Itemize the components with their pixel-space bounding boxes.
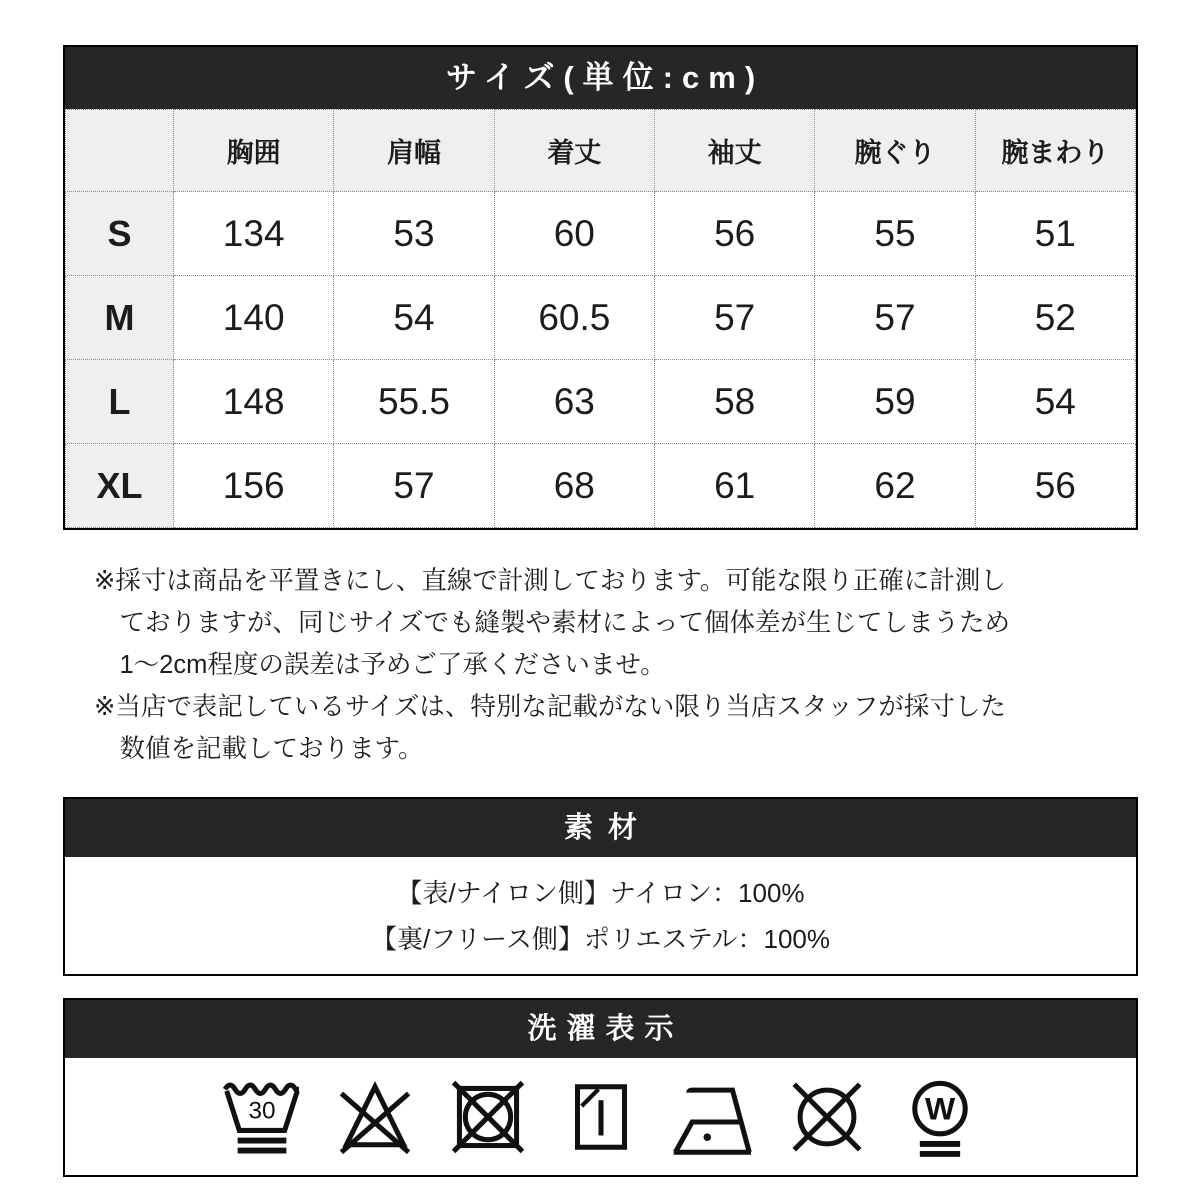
size-label: XL	[66, 444, 174, 528]
wet-clean-label: W	[924, 1090, 955, 1127]
size-cell: 57	[334, 444, 494, 528]
size-table-header-row	[66, 110, 1136, 192]
column-header-sleeve: 袖丈	[654, 110, 814, 192]
material-line-outer: 【表/ナイロン側】ナイロン：100%	[396, 877, 805, 908]
size-row-xl	[66, 444, 1136, 528]
size-cell: 56	[975, 444, 1135, 528]
size-cell: 60	[494, 192, 654, 276]
do-not-dry-clean-icon	[785, 1075, 869, 1159]
material-line-lining: 【裏/フリース側】ポリエステル：100%	[370, 923, 831, 954]
size-label: L	[66, 360, 174, 444]
size-cell: 61	[654, 444, 814, 528]
size-cell: 51	[975, 192, 1135, 276]
size-row-s	[66, 192, 1136, 276]
size-cell: 57	[654, 276, 814, 360]
size-chart-title: サイズ(単位:cm)	[65, 47, 1136, 109]
care-label-title: 洗濯表示	[65, 1000, 1136, 1058]
note-measurement-method: ※採寸は商品を平置きにし、直線で計測しております。可能な限り正確に計測しておりますが、同じサイズでも縫製や素材によって個体差が生じてしまうため1〜2cm程度の誤差は予めご了承くださいませ。	[94, 567, 1010, 679]
size-cell: 148	[174, 360, 334, 444]
size-cell: 134	[174, 192, 334, 276]
size-cell: 63	[494, 360, 654, 444]
column-header-arm-circumference: 腕まわり	[975, 110, 1135, 192]
column-header-chest: 胸囲	[174, 110, 334, 192]
do-not-bleach-icon	[333, 1075, 417, 1159]
measurement-notes	[94, 560, 1018, 770]
care-icons-row	[65, 1058, 1136, 1175]
size-cell: 62	[815, 444, 975, 528]
size-cell: 156	[174, 444, 334, 528]
size-cell: 58	[654, 360, 814, 444]
care-label-section	[63, 998, 1138, 1177]
size-row-m	[66, 276, 1136, 360]
size-cell: 52	[975, 276, 1135, 360]
line-dry-in-shade-icon	[559, 1075, 643, 1159]
size-label: S	[66, 192, 174, 276]
size-cell: 55	[815, 192, 975, 276]
size-cell: 54	[975, 360, 1135, 444]
size-cell: 53	[334, 192, 494, 276]
do-not-tumble-dry-icon	[446, 1075, 530, 1159]
size-row-l	[66, 360, 1136, 444]
material-title: 素材	[65, 799, 1136, 857]
material-body	[65, 857, 1136, 974]
wash-30-mild-icon	[220, 1075, 304, 1159]
column-header-shoulder: 肩幅	[334, 110, 494, 192]
size-chart-section	[63, 45, 1138, 530]
size-cell: 54	[334, 276, 494, 360]
note-staff-measured: ※当店で表記しているサイズは、特別な記載がない限り当店スタッフが採寸した数値を記載しております。	[94, 693, 1006, 763]
iron-low-temp-icon	[672, 1075, 756, 1159]
wash-temperature-label: 30	[247, 1097, 276, 1125]
column-header-length: 着丈	[494, 110, 654, 192]
wet-clean-very-mild-icon	[898, 1075, 982, 1159]
size-label: M	[66, 276, 174, 360]
corner-cell	[66, 110, 174, 192]
size-cell: 56	[654, 192, 814, 276]
material-section	[63, 797, 1138, 976]
size-cell: 68	[494, 444, 654, 528]
column-header-armhole: 腕ぐり	[815, 110, 975, 192]
size-table	[65, 109, 1136, 528]
size-cell: 59	[815, 360, 975, 444]
size-cell: 55.5	[334, 360, 494, 444]
size-cell: 140	[174, 276, 334, 360]
size-cell: 57	[815, 276, 975, 360]
size-cell: 60.5	[494, 276, 654, 360]
